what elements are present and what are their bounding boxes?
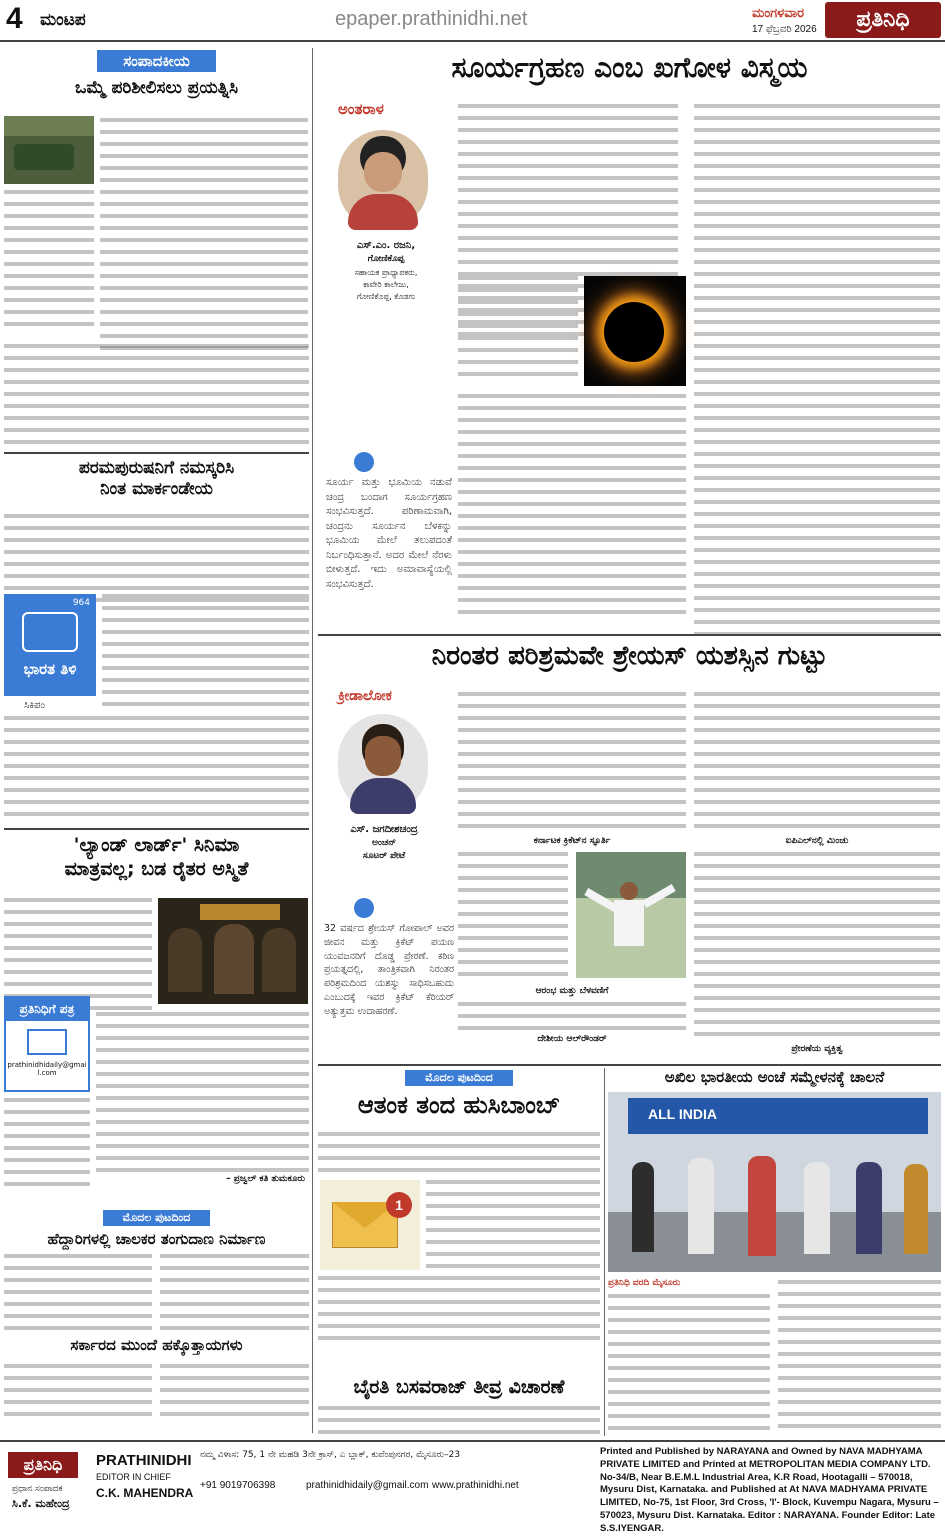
markandeya-article — [4, 458, 309, 828]
author-name-2: ಅಂಚನ್ — [372, 838, 396, 848]
editorial-body-bottom — [4, 344, 309, 452]
footer-imprint: Printed and Published by NARAYANA and Owned by NAVA MADHYAMA PRIVATE LIMITED and Printed at METROPOLITAN MEDIA COMPANY LTD. No-34/B, Near B.E.M.L Industrial Area, K.R Road, Hootagalli – 570018, Mysuru Dist, Karnataka. and Published at At NAVA MADHYAMA PRIVATE LIMITED, No-75, 1st Floor, 3rd Cross, 'I'- Block, Kuvempu Nagara, Mysuru – 570023, Mysuru Dist. Karnataka. Editor : NARAYANA. Founder Editor: Late S.S.IYENGAR. — [600, 1446, 939, 1534]
hyderabad-tag: ಮೊದಲ ಪುಟದಿಂದ — [103, 1210, 211, 1226]
bharata-tili-box — [4, 594, 96, 696]
footer — [0, 1440, 945, 1534]
footer-editor: C.K. MAHENDRA — [96, 1486, 194, 1500]
author-photo — [338, 714, 428, 814]
solar-eclipse-photo — [584, 276, 686, 386]
hoax-bomb-tag: ಮೊದಲ ಪುಟದಿಂದ — [405, 1070, 513, 1086]
postal-conference-photo — [608, 1092, 941, 1272]
eclipse-body-col1b — [458, 276, 578, 384]
hyderabad-subhead: ಸರ್ಕಾರದ ಮುಂದೆ ಹಕ್ಕೊತ್ತಾಯಗಳು — [70, 1336, 243, 1354]
footer-phone[interactable]: +91 9019706398 — [200, 1480, 276, 1491]
footer-editor-label: EDITOR IN CHIEF — [96, 1472, 171, 1482]
eclipse-body-col2 — [694, 104, 940, 644]
author-name-4: ಕಾವೇರಿ ಕಾಲೇಜು, — [363, 280, 409, 289]
editorial-body-left — [4, 190, 94, 334]
landlord-body-left-2 — [4, 1098, 90, 1194]
author-photo — [338, 130, 428, 230]
landlord-movie-poster — [158, 898, 308, 1004]
author-name-3: ಸೂಟರ್ ಪೇಟೆ — [362, 851, 406, 861]
hoax-bomb-subhead: ಬೈರತಿ ಬಸವರಾಜ್ ತೀವ್ರ ವಿಚಾರಣೆ — [353, 1376, 565, 1398]
author-name-1: ಎಸ್. ಜಗದೀಶಚಂದ್ರ — [350, 824, 418, 835]
shreyas-article — [318, 640, 941, 1060]
shreyas-celebration-photo — [576, 852, 686, 978]
letters-box — [4, 996, 90, 1092]
hoax-bomb-body-right — [426, 1180, 600, 1276]
epaper-url[interactable]: epaper.prathinidhi.net — [335, 8, 528, 30]
editorial-tag: ಸಂಪಾದಕೀಯ — [97, 50, 216, 72]
author-name-1: ಎಸ್.ಎಂ. ರಜನಿ, — [356, 240, 416, 251]
author-name-3: ಸಹಾಯಕ ಪ್ರಾಧ್ಯಾಪಕರು, — [354, 268, 418, 277]
hyderabad-article — [4, 1206, 309, 1436]
divider — [4, 828, 309, 830]
footer-kn-subtitle: ಪ್ರಧಾನ ಸಂಪಾದಕ — [12, 1484, 63, 1494]
landlord-body-right — [96, 1012, 309, 1180]
shreyas-sub-3: ದೇಶೀಯ ಆಲ್‌ರೌಂಡರ್ — [537, 1034, 607, 1044]
landlord-author: – ಪ್ರಜ್ವಲ್ ಕತಿ ತುಮಕೂರು — [226, 1174, 305, 1184]
landlord-article — [4, 834, 309, 1204]
column-number: 964 — [72, 598, 90, 608]
shreyas-body-col1c — [458, 1002, 686, 1038]
shreyas-sub-2: ಆರಂಭ ಮತ್ತು ಬೆಳವಣಿಗೆ — [535, 986, 609, 996]
eclipse-article — [318, 50, 941, 630]
hoax-bomb-body-end — [318, 1406, 600, 1442]
shreyas-body-col1 — [458, 692, 686, 836]
hoax-bomb-article — [318, 1066, 600, 1436]
column-name: ಕ್ರೀಡಾಲೋಕ — [338, 688, 392, 704]
eclipse-headline: ಸೂರ್ಯಗ್ರಹಣ ಎಂಬ ಖಗೋಳ ವಿಸ್ಮಯ — [451, 51, 808, 84]
eclipse-body-col1c — [458, 394, 686, 622]
column-credit: ಸಿಕಿಪಂ — [24, 700, 45, 711]
postal-body-right — [778, 1280, 941, 1436]
hyderabad-body-left-2 — [4, 1364, 152, 1424]
hyderabad-headline: ಹೆದ್ದಾರಿಗಳಲ್ಲಿ ಚಾಲಕರ ತಂಗುದಾಣ ನಿರ್ಮಾಣ — [47, 1230, 266, 1248]
letters-title: ಪ್ರತಿನಿಧಿಗೆ ಪತ್ರ — [6, 998, 88, 1021]
author-name-5: ಗೋಣಿಕೊಪ್ಪ, ಕೊಡಗು — [356, 292, 416, 301]
chariot-icon — [22, 612, 78, 652]
column-name: ಭಾರತ ತಿಳಿ — [23, 660, 77, 678]
pullquote-bullet-icon — [354, 452, 374, 472]
footer-email[interactable]: prathinidhidaily@gmail.com — [306, 1480, 429, 1491]
safari-jeep-photo — [4, 116, 94, 184]
postal-body-left — [608, 1294, 770, 1438]
markandeya-headline-1: ಪರಮಪುರುಷನಿಗೆ ನಮಸ್ಕರಿಸಿ — [78, 458, 235, 478]
page-number: 4 — [6, 2, 23, 35]
column-divider — [604, 1068, 605, 1436]
section-name: ಮಂಟಪ — [40, 10, 86, 30]
landlord-headline-2: ಮಾತ್ರವಲ್ಲ; ಬಡ ರೈತರ ಅಸ್ಮಿತೆ — [64, 857, 249, 880]
letters-email[interactable]: prathinidhidaily@gmail.com — [7, 1061, 87, 1077]
editorial-article — [4, 50, 309, 450]
divider — [318, 634, 941, 636]
markandeya-body-right — [102, 594, 309, 714]
editorial-body-top — [100, 118, 308, 358]
footer-website[interactable]: www.prathinidhi.net — [432, 1480, 519, 1491]
masthead — [0, 0, 945, 42]
shreyas-headline: ನಿರಂತರ ಪರಿಶ್ರಮವೇ ಶ್ರೇಯಸ್ ಯಶಸ್ಸಿನ ಗುಟ್ಟು — [431, 641, 828, 671]
footer-kn-editor: ಸಿ.ಕೆ. ಮಹೇಂದ್ರ — [12, 1497, 70, 1510]
postal-headline: ಅಖಿಲ ಭಾರತೀಯ ಅಂಚೆ ಸಮ್ಮೇಳನಕ್ಕೆ ಚಾಲನೆ — [664, 1068, 885, 1086]
date-day: ಮಂಗಳವಾರ — [752, 6, 805, 21]
postal-article — [608, 1068, 941, 1438]
conference-banner-text: ALL INDIA — [648, 1106, 717, 1122]
markandeya-body-bottom — [4, 716, 309, 824]
shreyas-body-col2 — [694, 692, 940, 836]
hoax-bomb-headline: ಆತಂಕ ತಂದ ಹುಸಿಬಾಂಬ್ — [357, 1091, 561, 1119]
landlord-headline-1: 'ಲ್ಯಾಂಡ್ ಲಾರ್ಡ್' ಸಿನಿಮಾ — [73, 834, 240, 856]
email-notification-icon: 1 — [320, 1180, 420, 1270]
footer-address: ನಮ್ಮ ವಿಳಾಸ: 75, 1 ನೇ ಮಹಡಿ 3ನೇ ಕ್ರಾಸ್, ಎ ಬ್ಲಾಕ್, ಕುವೆಂಪುನಗರ, ಮೈಸೂರು–23 — [200, 1450, 461, 1460]
hoax-bomb-body-bottom — [318, 1276, 600, 1348]
footer-brand: PRATHINIDHI — [96, 1452, 192, 1469]
shreyas-body-col2b — [694, 852, 940, 1044]
shreyas-sub-4: ಐಪಿಎಲ್‌ನಲ್ಲಿ ಮಿಂಚು — [785, 836, 849, 846]
shreyas-sub-5: ಪ್ರೇರಣೆಯ ವ್ಯಕ್ತಿತ್ವ — [791, 1044, 843, 1054]
hyderabad-body-right-2 — [160, 1364, 309, 1424]
author-name-2: ಗೋಣಿಕೊಪ್ಪ — [367, 254, 405, 264]
column-divider — [312, 48, 313, 1433]
divider — [4, 452, 309, 454]
editorial-headline: ಒಮ್ಮೆ ಪರಿಶೀಲಿಸಲು ಪ್ರಯತ್ನಿಸಿ — [75, 78, 238, 98]
markandeya-headline-2: ನಿಂತ ಮಾರ್ಕಂಡೇಯ — [100, 479, 213, 500]
postal-byline: ಪ್ರತಿನಿಧಿ ವರದಿ ಮೈಸೂರು — [608, 1278, 681, 1288]
column-name: ಅಂತರಾಳ — [338, 100, 384, 118]
hyderabad-body-left — [4, 1254, 152, 1338]
pullquote: ಸೂರ್ಯ ಮತ್ತು ಭೂಮಿಯ ನಡುವೆ ಚಂದ್ರ ಬಂದಾಗ ಸೂರ್ಯಗ್ರಹಣ ಸಂಭವಿಸುತ್ತದೆ. ಪರಿಣಾಮವಾಗಿ, ಚಂದ್ರನು ಸೂರ್ಯನ ಬೆಳಕನ್ನು ಭೂಮಿಯ ಮೇಲೆ ತಲುಪದಂತೆ ನಿರ್ಬಂಧಿಸುತ್ತಾನೆ. ಅದರ ಮೇಲೆ ನೆರಳು ಬೀಳುತ್ತದೆ. ಇದು ಅಮಾವಾಸ್ಯೆಯಲ್ಲಿ ಸಂಭವಿಸುತ್ತದೆ. — [326, 477, 452, 590]
shreyas-sub-1: ಕರ್ನಾಟಕ ಕ್ರಿಕೆಟ್‌ನ ಸ್ಫೂರ್ತಿ — [533, 836, 611, 846]
caption-bullet-icon — [354, 898, 374, 918]
shreyas-body-col1b — [458, 852, 568, 984]
hyderabad-body-right — [160, 1254, 309, 1338]
shreyas-photo-caption: 32 ವರ್ಷದ ಶ್ರೇಯಸ್ ಗೋಪಾಲ್ ಅವರ ಜೀವನ ಮತ್ತು ಕ್ರಿಕೆಟ್ ಪಯಣ ಯುವಜನರಿಗೆ ದೊಡ್ಡ ಪ್ರೇರಣೆ. ಕಠಿಣ ಪ್ರಯತ್ನದಲ್ಲಿ, ತಾಂತ್ರಿಕವಾಗಿ ನಿರಂತರ ಪರಿಶ್ರಮದಿಂದ ಯಶಸ್ವು ಸಾಧಿಸಬಹುದು ಎಂಬುದಕ್ಕೆ ಇವರ ಕ್ರಿಕೆಟ್ ಕೆರಿಯರ್ ಅತ್ಯುತ್ತಮ ಉದಾಹರಣೆ. — [324, 923, 454, 1017]
newspaper-logo: ಪ್ರತಿನಿಧಿ — [825, 2, 941, 38]
mail-icon — [27, 1029, 67, 1055]
date: 17 ಫೆಬ್ರವರಿ 2026 — [752, 24, 817, 35]
footer-logo: ಪ್ರತಿನಿಧಿ — [8, 1452, 78, 1478]
hoax-bomb-body-top — [318, 1132, 600, 1180]
